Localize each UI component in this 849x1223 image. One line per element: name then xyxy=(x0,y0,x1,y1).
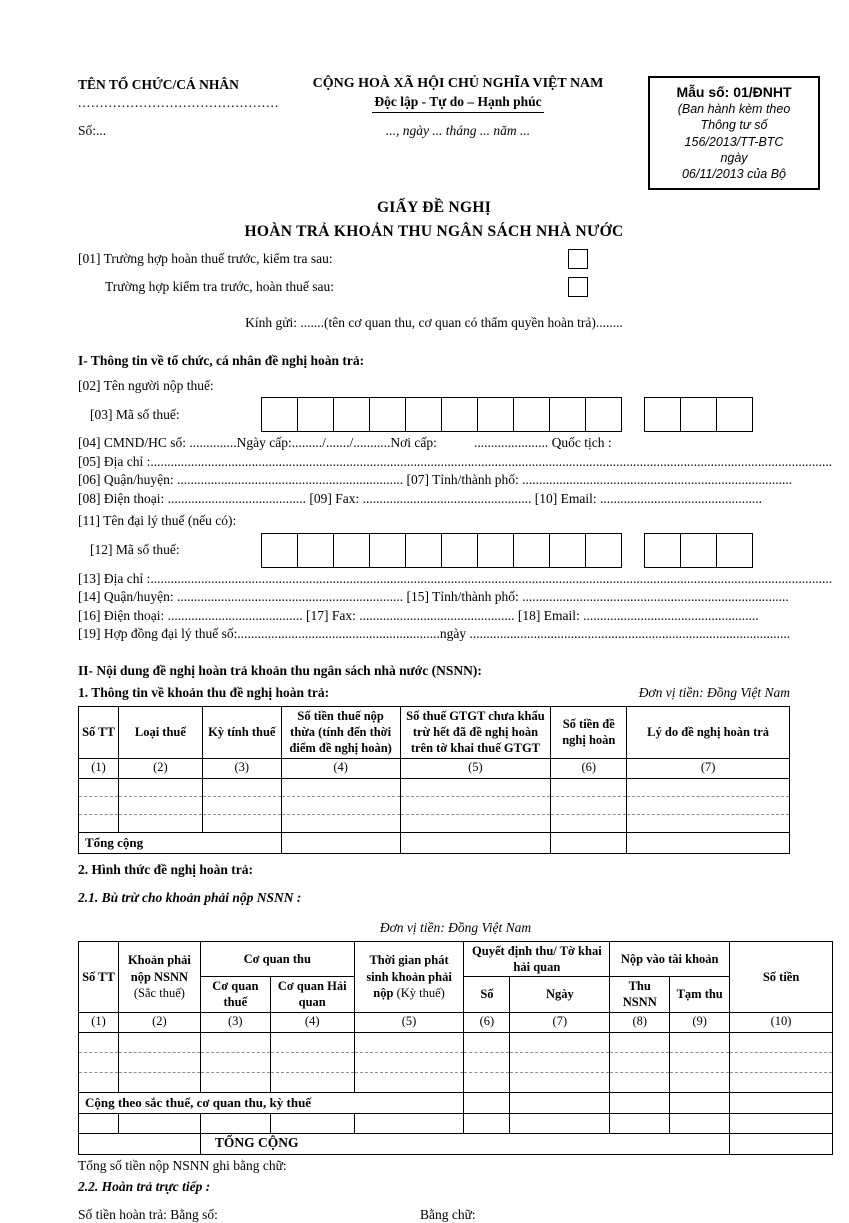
taxcode-boxes-agent xyxy=(262,533,753,568)
empty-cell xyxy=(730,1032,833,1052)
section2-heading: II- Nội dung đề nghị hoàn trả khoản thu ngân sách nhà nước (NSNN): xyxy=(78,662,482,678)
field-06-07-district-province: [06] Quận/huyện: ................................................................... [07] Tỉnh/thành phố: ................................................................................ xyxy=(78,472,793,488)
empty-cell xyxy=(79,1072,119,1092)
empty-cell xyxy=(464,1072,510,1092)
colgroup-nop-tai-khoan: Nộp vào tài khoản xyxy=(610,941,730,977)
empty-cell xyxy=(79,1052,119,1072)
national-title: CỘNG HOÀ XÃ HỘI CHỦ NGHĨA VIỆT NAM xyxy=(312,76,604,91)
refund-amount-label: Số tiền hoàn trả: Bằng số: xyxy=(78,1206,218,1222)
taxcode-cell xyxy=(405,533,442,568)
empty-cell xyxy=(202,814,281,832)
empty-cell xyxy=(551,778,627,796)
empty-cell xyxy=(464,1092,510,1113)
cell: (6) xyxy=(464,1012,510,1032)
empty-cell xyxy=(118,1052,200,1072)
col-so-tien-nop-thua: Số tiền thuế nộp thừa (tính đến thời điểm đề nghị hoàn) xyxy=(281,706,400,758)
empty-cell xyxy=(730,1133,833,1154)
col-stt: Số TT xyxy=(79,941,119,1012)
table2-header-row1 xyxy=(79,941,833,977)
taxcode-boxes-main xyxy=(262,397,753,432)
empty-cell xyxy=(551,832,627,853)
empty-cell xyxy=(200,1032,270,1052)
empty-cell xyxy=(200,1052,270,1072)
table2-empty-row xyxy=(79,1072,833,1092)
case-refund-first-label: [01] Trường hợp hoàn thuế trước, kiểm tra sau: xyxy=(78,250,333,266)
empty-cell xyxy=(627,814,790,832)
section22-heading: 2.2. Hoàn trả trực tiếp : xyxy=(78,1178,211,1194)
taxcode-cell xyxy=(441,533,478,568)
cell: (7) xyxy=(510,1012,610,1032)
empty-cell xyxy=(510,1032,610,1052)
col-loai-thue: Loại thuế xyxy=(118,706,202,758)
document-title xyxy=(78,196,790,243)
empty-cell xyxy=(200,1072,270,1092)
table1-empty-row xyxy=(79,796,790,814)
col-ky-tinh-thue: Kỳ tính thuế xyxy=(202,706,281,758)
form-number-subtitle-line3: 156/2013/TT-BTC xyxy=(684,134,784,149)
cell: (4) xyxy=(281,758,400,778)
empty-cell xyxy=(464,1052,510,1072)
cell: (5) xyxy=(354,1012,464,1032)
taxcode-cell xyxy=(644,533,681,568)
taxcode-cell xyxy=(261,533,298,568)
empty-cell xyxy=(281,832,400,853)
empty-cell xyxy=(670,1032,730,1052)
empty-cell xyxy=(202,778,281,796)
empty-cell xyxy=(400,796,551,814)
table2-empty-row xyxy=(79,1113,833,1133)
empty-cell xyxy=(79,814,119,832)
table1-empty-row xyxy=(79,814,790,832)
empty-cell xyxy=(400,832,551,853)
taxcode-cell xyxy=(477,397,514,432)
empty-cell xyxy=(270,1072,354,1092)
col-so-tien: Số tiền xyxy=(730,941,833,1012)
empty-cell xyxy=(281,814,400,832)
table1-header-row xyxy=(79,706,790,758)
form-number-subtitle-line1: (Ban hành kèm theo xyxy=(677,102,791,117)
colgroup-co-quan-thu: Cơ quan thu xyxy=(200,941,354,977)
table2-empty-row xyxy=(79,1032,833,1052)
empty-cell xyxy=(510,1072,610,1092)
table2-number-row xyxy=(79,1012,833,1032)
taxcode-cell xyxy=(513,397,550,432)
table1-empty-row xyxy=(79,778,790,796)
empty-cell xyxy=(118,1113,200,1133)
empty-cell xyxy=(270,1032,354,1052)
field-12-label: [12] Mã số thuế: xyxy=(90,542,180,558)
offset-payments-table xyxy=(78,941,833,1155)
empty-cell xyxy=(510,1113,610,1133)
field-19-agent-contract: [19] Hợp đồng đại lý thuế số:............................................................ngày ............................................................................................... xyxy=(78,626,791,642)
col-so: Số xyxy=(464,977,510,1013)
empty-cell xyxy=(464,1032,510,1052)
national-motto: Độc lập - Tự do – Hạnh phúc xyxy=(372,94,543,113)
refund-amount-row xyxy=(78,1207,790,1223)
table2-subtotal-label: Cộng theo sắc thuế, cơ quan thu, kỳ thuế xyxy=(79,1092,464,1113)
empty-cell xyxy=(79,1133,201,1154)
empty-cell xyxy=(510,1092,610,1113)
table2-grand-total-label: TỔNG CỘNG xyxy=(200,1133,729,1154)
form-number-subtitle-line5: 06/11/2013 của Bộ xyxy=(681,167,787,182)
taxcode-cell xyxy=(261,397,298,432)
cell: (5) xyxy=(400,758,551,778)
taxcode-cell xyxy=(333,397,370,432)
table1-unit-note: Đơn vị tiền: Đồng Việt Nam xyxy=(638,684,790,700)
empty-cell xyxy=(627,778,790,796)
col-co-quan-thue: Cơ quan thuế xyxy=(200,977,270,1013)
empty-cell xyxy=(200,1113,270,1133)
empty-cell xyxy=(202,796,281,814)
field-14-15-district-province: [14] Quận/huyện: ................................................................... [15] Tỉnh/thành phố: ............................................................................... xyxy=(78,589,789,605)
col-so-tien-de-nghi-hoan: Số tiền đề nghị hoàn xyxy=(551,706,627,758)
empty-cell xyxy=(281,778,400,796)
taxcode-cell xyxy=(549,533,586,568)
field-05-address: [05] Địa chỉ :.......................................................................................................................................................................................................... xyxy=(78,453,833,469)
field-02-taxpayer-name: [02] Tên người nộp thuế: xyxy=(78,377,214,393)
col-ly-do: Lý do đề nghị hoàn trả xyxy=(627,706,790,758)
document-title-line1: GIẤY ĐỀ NGHỊ xyxy=(376,199,492,217)
empty-cell xyxy=(354,1032,464,1052)
empty-cell xyxy=(730,1072,833,1092)
empty-cell xyxy=(551,814,627,832)
col-khoan-phai-nop-sub: (Sắc thuế) xyxy=(133,985,185,1000)
taxcode-cell xyxy=(716,397,753,432)
empty-cell xyxy=(400,814,551,832)
empty-cell xyxy=(79,796,119,814)
empty-cell xyxy=(610,1052,670,1072)
taxcode-cell xyxy=(405,397,442,432)
empty-cell xyxy=(627,832,790,853)
empty-cell xyxy=(610,1092,670,1113)
taxcode-cell xyxy=(585,397,622,432)
taxcode-cell xyxy=(369,397,406,432)
col-khoan-phai-nop xyxy=(118,941,200,1012)
field-08-09-10-phone-fax-email: [08] Điện thoại: ......................................... [09] Fax: .................................................. [10] Email: ................................................ xyxy=(78,490,762,506)
header-national-block xyxy=(268,76,648,139)
taxcode-cell xyxy=(477,533,514,568)
cell: (2) xyxy=(118,758,202,778)
empty-cell xyxy=(270,1113,354,1133)
table2-empty-row xyxy=(79,1052,833,1072)
empty-cell xyxy=(610,1113,670,1133)
field-04-id-line: [04] CMND/HC số: ..............Ngày cấp:........./......./...........Nơi cấp: ...................... Quốc tịch : xyxy=(78,435,612,451)
form-number-title: Mẫu số: 01/ĐNHT xyxy=(676,84,792,100)
empty-cell xyxy=(354,1072,464,1092)
taxcode-cell xyxy=(333,533,370,568)
col-thoi-gian-sub: (Kỳ thuế) xyxy=(396,985,445,1000)
empty-cell xyxy=(354,1113,464,1133)
empty-cell xyxy=(670,1113,730,1133)
case-inspect-first-checkbox[interactable] xyxy=(568,277,588,297)
field-16-17-18-phone-fax-email: [16] Điện thoại: ........................................ [17] Fax: .............................................. [18] Email: .................................................... xyxy=(78,607,759,623)
table1-number-row xyxy=(79,758,790,778)
empty-cell xyxy=(730,1052,833,1072)
empty-cell xyxy=(730,1113,833,1133)
date-line: ..., ngày ... tháng ... năm ... xyxy=(385,123,531,138)
refund-items-table xyxy=(78,706,790,854)
field-13-address: [13] Địa chỉ :.......................................................................................................................................................................................................... xyxy=(78,570,833,586)
col-so-thue-gtgt: Số thuế GTGT chưa khấu trừ hết đã đề nghị hoàn trên tờ khai thuế GTGT xyxy=(400,706,551,758)
col-tam-thu: Tạm thu xyxy=(670,977,730,1013)
empty-cell xyxy=(610,1072,670,1092)
empty-cell xyxy=(670,1072,730,1092)
colgroup-quyet-dinh: Quyết định thu/ Tờ khai hải quan xyxy=(464,941,610,977)
cell: (7) xyxy=(627,758,790,778)
cell: (2) xyxy=(118,1012,200,1032)
document-title-line2: HOÀN TRẢ KHOẢN THU NGÂN SÁCH NHÀ NƯỚC xyxy=(244,222,624,240)
total-in-words-line: Tổng số tiền nộp NSNN ghi bằng chữ: xyxy=(78,1157,287,1173)
case-inspect-first-label: Trường hợp kiểm tra trước, hoàn thuế sau: xyxy=(105,278,335,294)
cell: (3) xyxy=(202,758,281,778)
org-name-fill-line: .............................................. xyxy=(78,95,280,111)
empty-cell xyxy=(464,1113,510,1133)
cell: (4) xyxy=(270,1012,354,1032)
section1-heading: I- Thông tin về tổ chức, cá nhân đề nghị hoàn trả: xyxy=(78,352,365,368)
org-name-label: TÊN TỔ CHỨC/CÁ NHÂN xyxy=(78,77,239,92)
empty-cell xyxy=(270,1052,354,1072)
empty-cell xyxy=(118,778,202,796)
field-11-tax-agent-name: [11] Tên đại lý thuế (nếu có): xyxy=(78,513,237,529)
col-thu-nsnn: Thu NSNN xyxy=(610,977,670,1013)
col-khoan-phai-nop-main: Khoản phải nộp NSNN xyxy=(127,953,191,984)
form-number-subtitle-line2: Thông tư số xyxy=(700,118,768,133)
cell: (8) xyxy=(610,1012,670,1032)
taxcode-cell xyxy=(680,533,717,568)
form-number-subtitle-line4: ngày xyxy=(720,150,748,165)
empty-cell xyxy=(551,796,627,814)
taxcode-cell xyxy=(549,397,586,432)
taxcode-cell xyxy=(297,533,334,568)
empty-cell xyxy=(354,1052,464,1072)
table2-subtotal-row xyxy=(79,1092,833,1113)
field-12-taxcode-row xyxy=(78,532,790,569)
empty-cell xyxy=(730,1092,833,1113)
table2-unit-note: Đơn vị tiền: Đồng Việt Nam xyxy=(379,919,532,935)
recipient-line: Kính gửi: .......(tên cơ quan thu, cơ quan có thẩm quyền hoàn trả)........ xyxy=(245,314,623,330)
form-number-box xyxy=(648,76,820,190)
col-co-quan-hai-quan: Cơ quan Hải quan xyxy=(270,977,354,1013)
taxcode-cell xyxy=(297,397,334,432)
taxcode-cell xyxy=(441,397,478,432)
field-03-label: [03] Mã số thuế: xyxy=(90,406,180,422)
empty-cell xyxy=(670,1092,730,1113)
table1-total-row xyxy=(79,832,790,853)
col-thoi-gian-main: Thời gian phát sinh khoản phải nộp xyxy=(366,953,452,1000)
taxcode-cell xyxy=(644,397,681,432)
empty-cell xyxy=(670,1052,730,1072)
table1-caption-row xyxy=(78,685,790,701)
refund-in-words-label: Bằng chữ: xyxy=(420,1206,476,1222)
table1-total-label: Tổng cộng xyxy=(79,832,282,853)
empty-cell xyxy=(118,814,202,832)
section21-heading: 2.1. Bù trừ cho khoản phải nộp NSNN : xyxy=(78,889,302,905)
empty-cell xyxy=(118,1032,200,1052)
empty-cell xyxy=(400,778,551,796)
col-ngay: Ngày xyxy=(510,977,610,1013)
empty-cell xyxy=(79,778,119,796)
table2-grand-total-row xyxy=(79,1133,833,1154)
field-03-taxcode-row xyxy=(78,396,790,433)
table1-subheading: 1. Thông tin về khoản thu đề nghị hoàn trả: xyxy=(78,684,330,700)
cell: (1) xyxy=(79,758,119,778)
case-inspect-first-row xyxy=(78,275,588,299)
empty-cell xyxy=(79,1113,119,1133)
empty-cell xyxy=(79,1032,119,1052)
taxcode-cell xyxy=(716,533,753,568)
empty-cell xyxy=(510,1052,610,1072)
taxcode-gap xyxy=(622,533,645,568)
case-refund-first-checkbox[interactable] xyxy=(568,249,588,269)
col-thoi-gian xyxy=(354,941,464,1012)
taxcode-gap xyxy=(622,397,645,432)
empty-cell xyxy=(281,796,400,814)
empty-cell xyxy=(118,796,202,814)
taxcode-cell xyxy=(680,397,717,432)
section2-sub2-heading: 2. Hình thức đề nghị hoàn trả: xyxy=(78,861,254,877)
form-header xyxy=(78,76,790,190)
empty-cell xyxy=(118,1072,200,1092)
empty-cell xyxy=(627,796,790,814)
cell: (3) xyxy=(200,1012,270,1032)
col-stt: Số TT xyxy=(79,706,119,758)
taxcode-cell xyxy=(369,533,406,568)
header-left-block xyxy=(78,76,280,141)
case-refund-first-row xyxy=(78,247,588,271)
cell: (9) xyxy=(670,1012,730,1032)
cell: (10) xyxy=(730,1012,833,1032)
taxcode-cell xyxy=(585,533,622,568)
cell: (6) xyxy=(551,758,627,778)
empty-cell xyxy=(610,1032,670,1052)
document-number: Số:... xyxy=(78,123,107,139)
taxcode-cell xyxy=(513,533,550,568)
cell: (1) xyxy=(79,1012,119,1032)
